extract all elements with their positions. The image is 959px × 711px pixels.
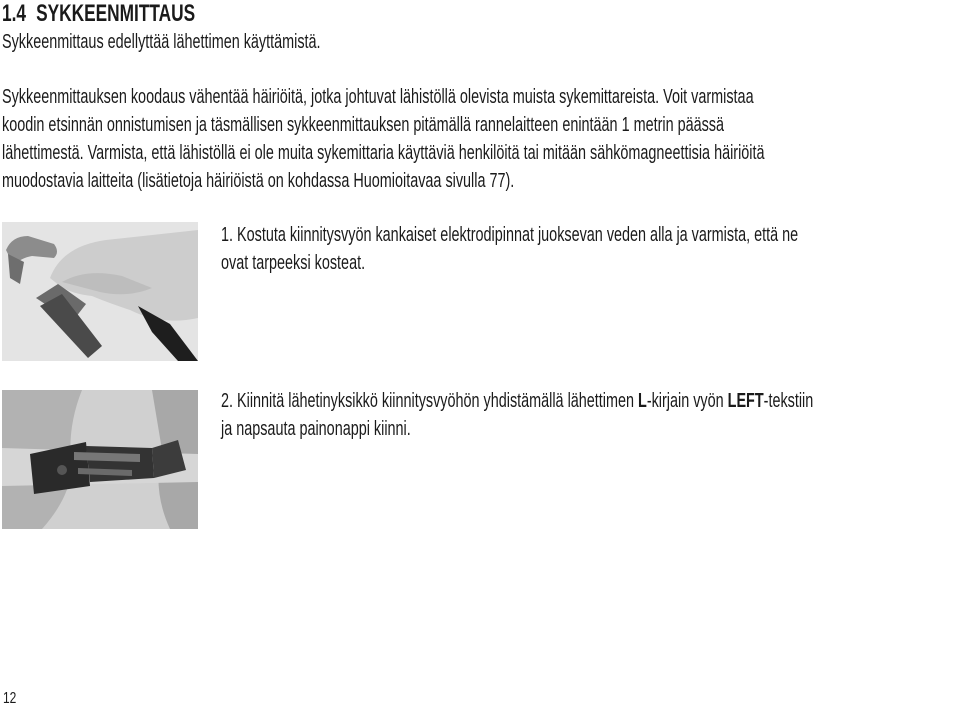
page-number: [3, 690, 21, 708]
strap-wetting-photo: [2, 222, 198, 361]
step-2-line: [221, 418, 485, 441]
section-number: 1.4: [2, 0, 27, 27]
step-1-line: [221, 252, 421, 275]
section-subtitle: [2, 31, 444, 54]
section-heading: [2, 0, 270, 28]
step-1-line: [221, 224, 959, 247]
step-2-text-part: -kirjain vyön: [646, 390, 728, 412]
paragraph-line: [2, 86, 959, 109]
step-2-text: ja napsauta painonappi kiinni.: [221, 418, 411, 440]
paragraph-line: [2, 170, 713, 193]
section-subtitle-text: Sykkeenmittaus edellyttää lähettimen käyttämistä.: [2, 31, 321, 53]
transmitter-attach-photo: [2, 390, 198, 529]
step-2-text: [221, 390, 813, 413]
left-text-emphasis: LEFT: [727, 390, 764, 412]
step-2-line: [221, 390, 959, 413]
step-2-text-part: 2. Kiinnitä lähetinyksikkö kiinnitysvyöhön yhdistämällä lähettimen: [221, 390, 639, 412]
paragraph-line-text: muodostavia laitteita (lisätietoja häiriöistä on kohdassa Huomioitavaa sivulla 77).: [2, 170, 515, 192]
step-1-text: ovat tarpeeksi kosteat.: [221, 252, 366, 274]
paragraph-line-text: lähettimestä. Varmista, että lähistöllä ei ole muita sykemittaria käyttäviä henkilöitä tai mitään sähkömagneettisia häiriöitä: [2, 142, 765, 164]
step-1-text: 1. Kostuta kiinnitysvyön kankaiset elektrodipinnat juoksevan veden alla ja varmista, että ne: [221, 224, 799, 246]
paragraph-line-text: Sykkeenmittauksen koodaus vähentää häiriöitä, jotka johtuvat lähistöllä olevista muista sykemittareista. Voit varmistaa: [2, 86, 754, 108]
paragraph-line: [2, 114, 959, 137]
paragraph-line: [2, 142, 959, 165]
step-2-text-part: -tekstiin: [763, 390, 814, 412]
paragraph-line-text: koodin etsinnän onnistumisen ja täsmällisen sykkeenmittauksen pitämällä rannelaitteen enintään 1 metrin päässä: [2, 114, 725, 136]
left-letter-emphasis: L: [638, 390, 647, 412]
page-number-text: 12: [3, 690, 17, 707]
section-title: SYKKEENMITTAUS: [36, 0, 196, 27]
